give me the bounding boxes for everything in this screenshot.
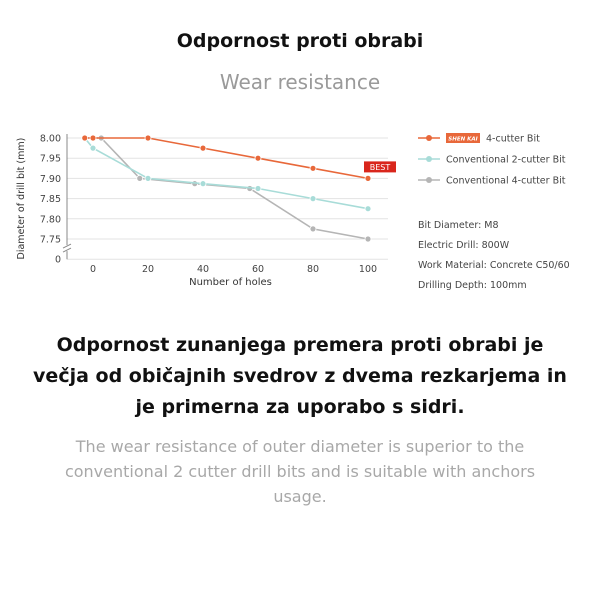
data-point: [200, 181, 206, 187]
best-label: BEST: [369, 162, 391, 172]
data-point: [90, 145, 96, 151]
x-axis-title: Number of holes: [189, 277, 272, 289]
page-title: Odpornost proti obrabi: [176, 30, 424, 52]
data-point: [145, 135, 151, 141]
x-tick-label: 40: [196, 264, 210, 276]
data-point: [200, 145, 206, 151]
x-tick-label: 80: [306, 264, 320, 276]
y-tick-label: 7.85: [39, 194, 61, 206]
y-axis-title: Diameter of drill bit (mm): [16, 137, 27, 260]
legend-swatch-dot: [426, 177, 432, 183]
data-point: [365, 236, 371, 242]
legend-label: 4-cutter Bit: [486, 133, 540, 145]
y-tick-label: 7.75: [39, 234, 61, 246]
spec-note: Work Material: Concrete C50/60: [418, 260, 570, 271]
data-point: [310, 226, 316, 232]
legend-label: Conventional 4-cutter Bit: [446, 175, 566, 187]
data-point: [90, 135, 96, 141]
description-english: The wear resistance of outer diameter is superior to the conventional 2 cutter drill bits and is suitable with anchors usage.: [64, 437, 536, 506]
data-point: [310, 196, 316, 202]
page-subtitle: Wear resistance: [219, 70, 381, 94]
data-point: [82, 135, 88, 141]
legend-swatch-dot: [426, 156, 432, 162]
y-tick-label: 7.95: [39, 153, 61, 165]
data-point: [310, 165, 316, 171]
y-tick-label: 0: [54, 254, 61, 266]
data-point: [137, 175, 143, 181]
x-tick-label: 60: [251, 264, 265, 276]
x-tick-label: 20: [141, 264, 155, 276]
x-tick-label: 100: [358, 264, 378, 276]
x-tick-label: 0: [89, 264, 97, 276]
y-tick-label: 7.80: [39, 214, 61, 226]
wear-resistance-chart: [0, 120, 600, 295]
spec-note: Electric Drill: 800W: [418, 240, 510, 251]
series-line: [85, 138, 368, 209]
description-slovenian: Odpornost zunanjega premera proti obrabi je večja od običajnih svedrov z dvema rezkarjema in je primerna za uporabo s sidri.: [33, 334, 567, 418]
spec-note: Bit Diameter: M8: [418, 220, 499, 231]
legend-swatch-dot: [426, 135, 432, 141]
data-point: [255, 155, 261, 161]
data-point: [255, 186, 261, 192]
legend-brand-label: SHEN KAI: [448, 136, 478, 143]
legend-label: Conventional 2-cutter Bit: [446, 154, 566, 166]
spec-note: Drilling Depth: 100mm: [418, 280, 527, 291]
data-point: [365, 206, 371, 212]
data-point: [145, 175, 151, 181]
y-tick-label: 7.90: [39, 173, 61, 185]
data-point: [365, 175, 371, 181]
y-tick-label: 8.00: [39, 133, 61, 145]
